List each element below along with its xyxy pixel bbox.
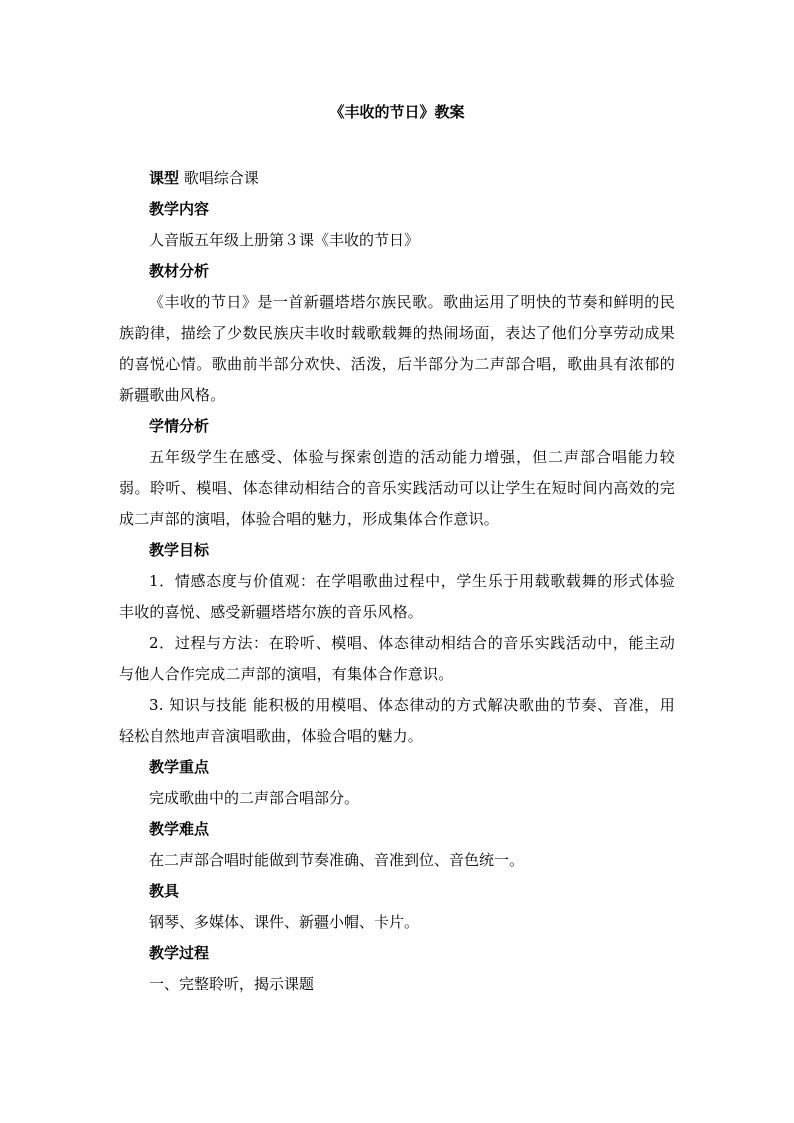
objective-item-3: 3. 知识与技能 能积极的用模唱、体态律动的方式解决歌曲的节奏、音准，用轻松自然地声音演唱歌曲，体验合唱的魅力。: [119, 696, 675, 745]
teaching-content-heading: 教学内容: [149, 200, 210, 218]
student-analysis-text: 五年级学生在感受、体验与探索创造的活动能力增强，但二声部合唱能力较弱。聆听、模唱、体态律动相结合的音乐实践活动可以让学生在短时间内高效的完成二声部的演唱，体验合唱的魅力，形成集体合作意识。: [119, 448, 675, 528]
process-heading: 教学过程: [149, 944, 210, 962]
difficulty-heading: 教学难点: [149, 820, 210, 838]
tools-text: 钢琴、多媒体、课件、新疆小帽、卡片。: [149, 913, 420, 931]
difficulty-text: 在二声部合唱时能做到节奏准确、音准到位、音色统一。: [149, 851, 525, 869]
material-analysis-text: 《丰收的节日》是一首新疆塔塔尔族民歌。歌曲运用了明快的节奏和鲜明的民族韵律，描绘了少数民族庆丰收时载歌载舞的热闹场面，表达了他们分享劳动成果的喜悦心情。歌曲前半部分欢快、活泼，后半部分为二声部合唱，歌曲具有浓郁的新疆歌曲风格。: [119, 293, 675, 404]
objective-item-1: 1．情感态度与价值观：在学唱歌曲过程中，学生乐于用载歌载舞的形式体验丰收的喜悦、感受新疆塔塔尔族的音乐风格。: [119, 572, 675, 621]
lesson-type-label: 课型: [149, 169, 180, 187]
material-analysis-heading: 教材分析: [149, 262, 210, 280]
objective-item-2: 2．过程与方法：在聆听、模唱、体态律动相结合的音乐实践活动中，能主动与他人合作完成二声部的演唱，有集体合作意识。: [119, 634, 675, 683]
document-title: 《丰收的节日》教案: [329, 103, 465, 121]
process-step-1: 一、完整聆听，揭示课题: [149, 975, 315, 993]
key-point-text: 完成歌曲中的二声部合唱部分。: [149, 789, 360, 807]
objectives-heading: 教学目标: [149, 541, 210, 559]
document-body: [119, 163, 675, 1000]
lesson-type-line: [119, 163, 675, 194]
tools-heading: 教具: [149, 882, 180, 900]
teaching-content-text: 人音版五年级上册第３课《丰收的节日》: [149, 231, 420, 249]
key-point-heading: 教学重点: [149, 758, 210, 776]
lesson-type-value: 歌唱综合课: [183, 169, 259, 187]
student-analysis-heading: 学情分析: [149, 417, 210, 435]
